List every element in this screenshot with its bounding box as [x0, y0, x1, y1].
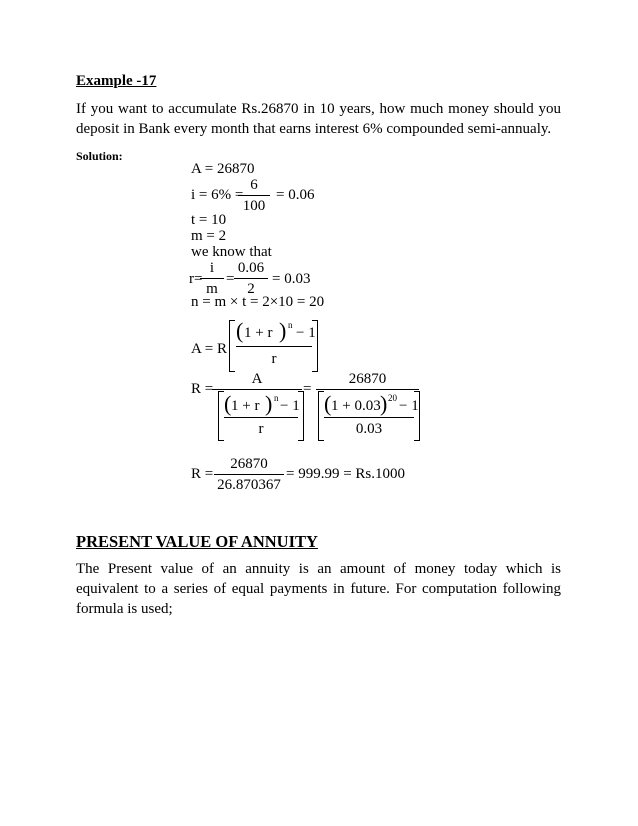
- solve-close-paren-2: ): [380, 391, 388, 416]
- rate-fraction-bar-1: [200, 278, 224, 279]
- example-heading: Example -17: [76, 73, 157, 89]
- solve-numerator-a: A: [251, 371, 263, 387]
- rate-result: = 0.03: [272, 271, 311, 287]
- solve-exponent-n: n: [274, 393, 279, 403]
- solution-label: Solution:: [76, 149, 123, 163]
- rate-prefix: r=: [189, 271, 203, 287]
- formula-minus-one: − 1: [296, 325, 316, 341]
- rate-equals: =: [226, 271, 235, 287]
- solve-body-2: 1 + 0.03: [331, 398, 381, 414]
- solve-open-paren-1: (: [224, 391, 232, 416]
- solve-right-bracket-2: [414, 391, 420, 441]
- present-value-text: The Present value of an annuity is an amount of money today which is equivalent to a series of equal payments in future. For computation following formula is used;: [76, 561, 561, 617]
- given-a: A = 26870: [191, 161, 255, 177]
- solve-r-equals: R =: [191, 381, 214, 397]
- interest-fraction-bar: [238, 195, 270, 196]
- formula-body: 1 + r: [244, 325, 273, 341]
- formula-left-bracket: [229, 320, 235, 372]
- formula-exponent-n: n: [288, 320, 293, 330]
- rate-numerator-value: 0.06: [237, 260, 265, 276]
- interest-result: = 0.06: [276, 187, 315, 203]
- formula-close-paren: ): [279, 318, 287, 343]
- rate-numerator-i: i: [209, 260, 215, 276]
- solve-body-1: 1 + r: [231, 398, 260, 414]
- solve-denominator-r: r: [258, 421, 264, 437]
- rate-denominator-value: 2: [247, 281, 255, 297]
- formula-open-paren: (: [236, 318, 244, 343]
- solve-fraction-bar-2: [316, 389, 419, 390]
- periods-line: n = m × t = 2×10 = 20: [191, 294, 325, 310]
- solve-close-paren-1: ): [265, 391, 273, 416]
- solve-exponent-20: 20: [388, 393, 397, 403]
- final-r-equals: R =: [191, 466, 214, 482]
- final-result: = 999.99 = Rs.1000: [286, 466, 406, 482]
- interest-prefix: i = 6% =: [191, 187, 244, 203]
- formula-fraction-bar: [236, 346, 312, 347]
- interest-denominator: 100: [242, 198, 266, 214]
- formula-denominator-r: r: [271, 351, 277, 367]
- solve-fraction-bar-1: [212, 389, 302, 390]
- final-fraction-bar: [214, 474, 284, 475]
- rate-fraction-bar-2: [234, 278, 268, 279]
- solve-denominator-value: 0.03: [355, 421, 383, 437]
- present-value-heading: PRESENT VALUE OF ANNUITY: [76, 532, 318, 551]
- solve-numerator-value: 26870: [348, 371, 387, 387]
- formula-a-equals-r: A = R: [191, 341, 227, 357]
- rate-denominator-m: m: [206, 281, 218, 297]
- solve-inner-bar-2: [324, 417, 414, 418]
- we-know-that: we know that: [191, 244, 272, 260]
- formula-right-bracket: [312, 320, 318, 372]
- given-t: t = 10: [191, 212, 227, 228]
- final-numerator: 26870: [230, 456, 268, 472]
- interest-numerator: 6: [250, 177, 258, 193]
- solve-equals-2: =: [303, 381, 312, 397]
- solve-minus-one-2: − 1: [399, 398, 419, 414]
- solve-minus-one-1: − 1: [280, 398, 300, 414]
- solve-inner-bar-1: [224, 417, 298, 418]
- example-question: If you want to accumulate Rs.26870 in 10 years, how much money should you deposit in Bank every month that earns interest 6% compounded semi-annualy.: [76, 101, 561, 137]
- given-m: m = 2: [191, 228, 227, 244]
- final-denominator: 26.870367: [217, 477, 281, 493]
- solve-open-paren-2: (: [324, 391, 332, 416]
- solve-right-bracket-1: [298, 391, 304, 441]
